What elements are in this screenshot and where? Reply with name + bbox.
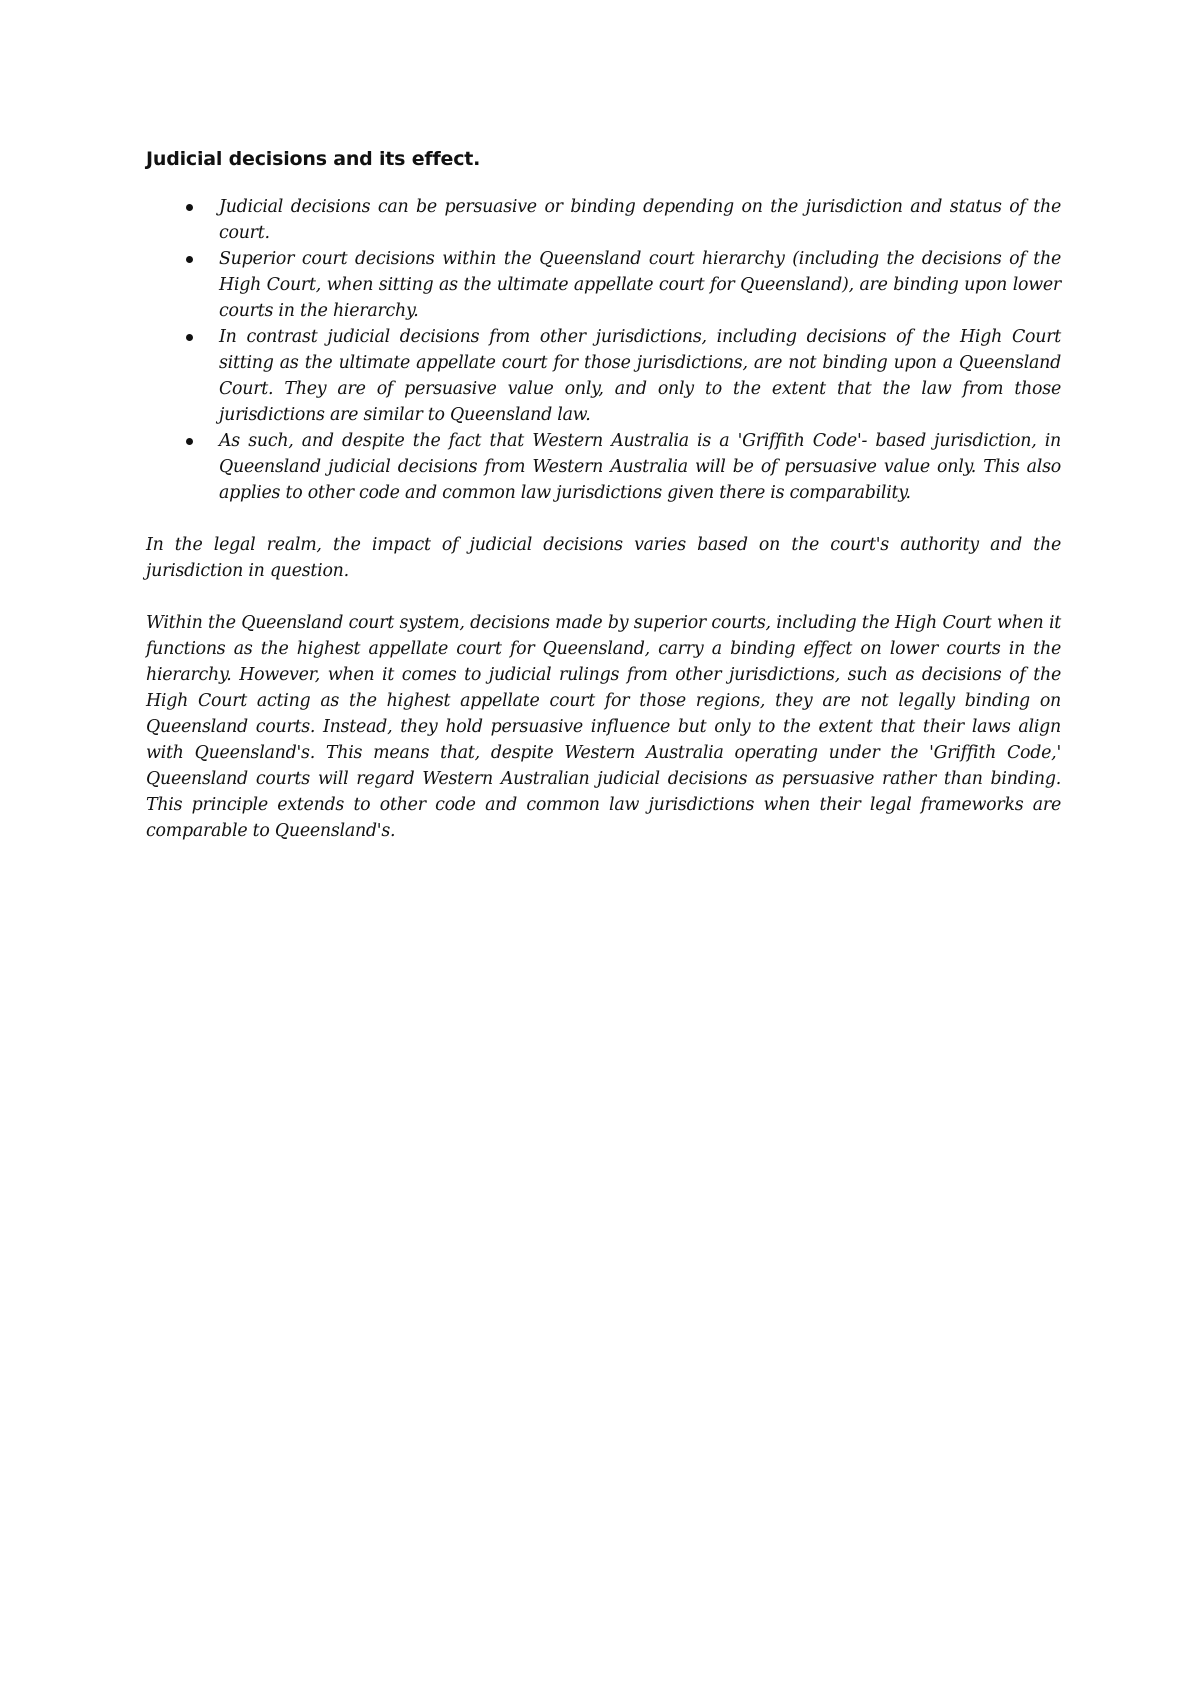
bullet-text: As such, and despite the fact that Western Australia is a 'Griffith Code'- based jurisdiction, in Queensland judicial decisions from Western Australia will be of persuasive value only. This also applies to other code and common law jurisdictions given there is comparability. bbox=[219, 431, 1061, 503]
bullet-text: In contrast judicial decisions from other jurisdictions, including decisions of the High Court sitting as the ultimate appellate court for those jurisdictions, are not binding upon a Queensland Court. They are of persuasive value only, and only to the extent that the law from those jurisdictions are similar to Queensland law. bbox=[219, 327, 1061, 425]
detail-paragraph: Within the Queensland court system, decisions made by superior courts, including the High Court when it functions as the highest appellate court for Queensland, carry a binding effect on lower courts in the hierarchy. However, when it comes to judicial rulings from other jurisdictions, such as decisions of the High Court acting as the highest appellate court for those regions, they are not legally binding on Queensland courts. Instead, they hold persuasive influence but only to the extent that their laws align with Queensland's. This means that, despite Western Australia operating under the 'Griffith Code,' Queensland courts will regard Western Australian judicial decisions as persuasive rather than binding. This principle extends to other code and common law jurisdictions when their legal frameworks are comparable to Queensland's. bbox=[146, 613, 1061, 841]
document-title: Judicial decisions and its effect. bbox=[146, 148, 481, 170]
bullet-item bbox=[146, 194, 1061, 246]
bullet-icon bbox=[186, 334, 193, 341]
bullet-item bbox=[146, 246, 1061, 324]
document-page bbox=[146, 146, 1061, 870]
bullet-icon bbox=[186, 204, 193, 211]
bullet-text: Superior court decisions within the Queensland court hierarchy (including the decisions of the High Court, when sitting as the ultimate appellate court for Queensland), are binding upon lower courts in the hierarchy. bbox=[219, 249, 1061, 321]
bullet-icon bbox=[186, 256, 193, 263]
bullet-item bbox=[146, 428, 1061, 506]
bullet-list bbox=[146, 194, 1061, 506]
summary-paragraph: In the legal realm, the impact of judicial decisions varies based on the court's authority and the jurisdiction in question. bbox=[146, 535, 1061, 581]
bullet-text: Judicial decisions can be persuasive or binding depending on the jurisdiction and status of the court. bbox=[219, 197, 1061, 243]
bullet-item bbox=[146, 324, 1061, 428]
bullet-icon bbox=[186, 438, 193, 445]
